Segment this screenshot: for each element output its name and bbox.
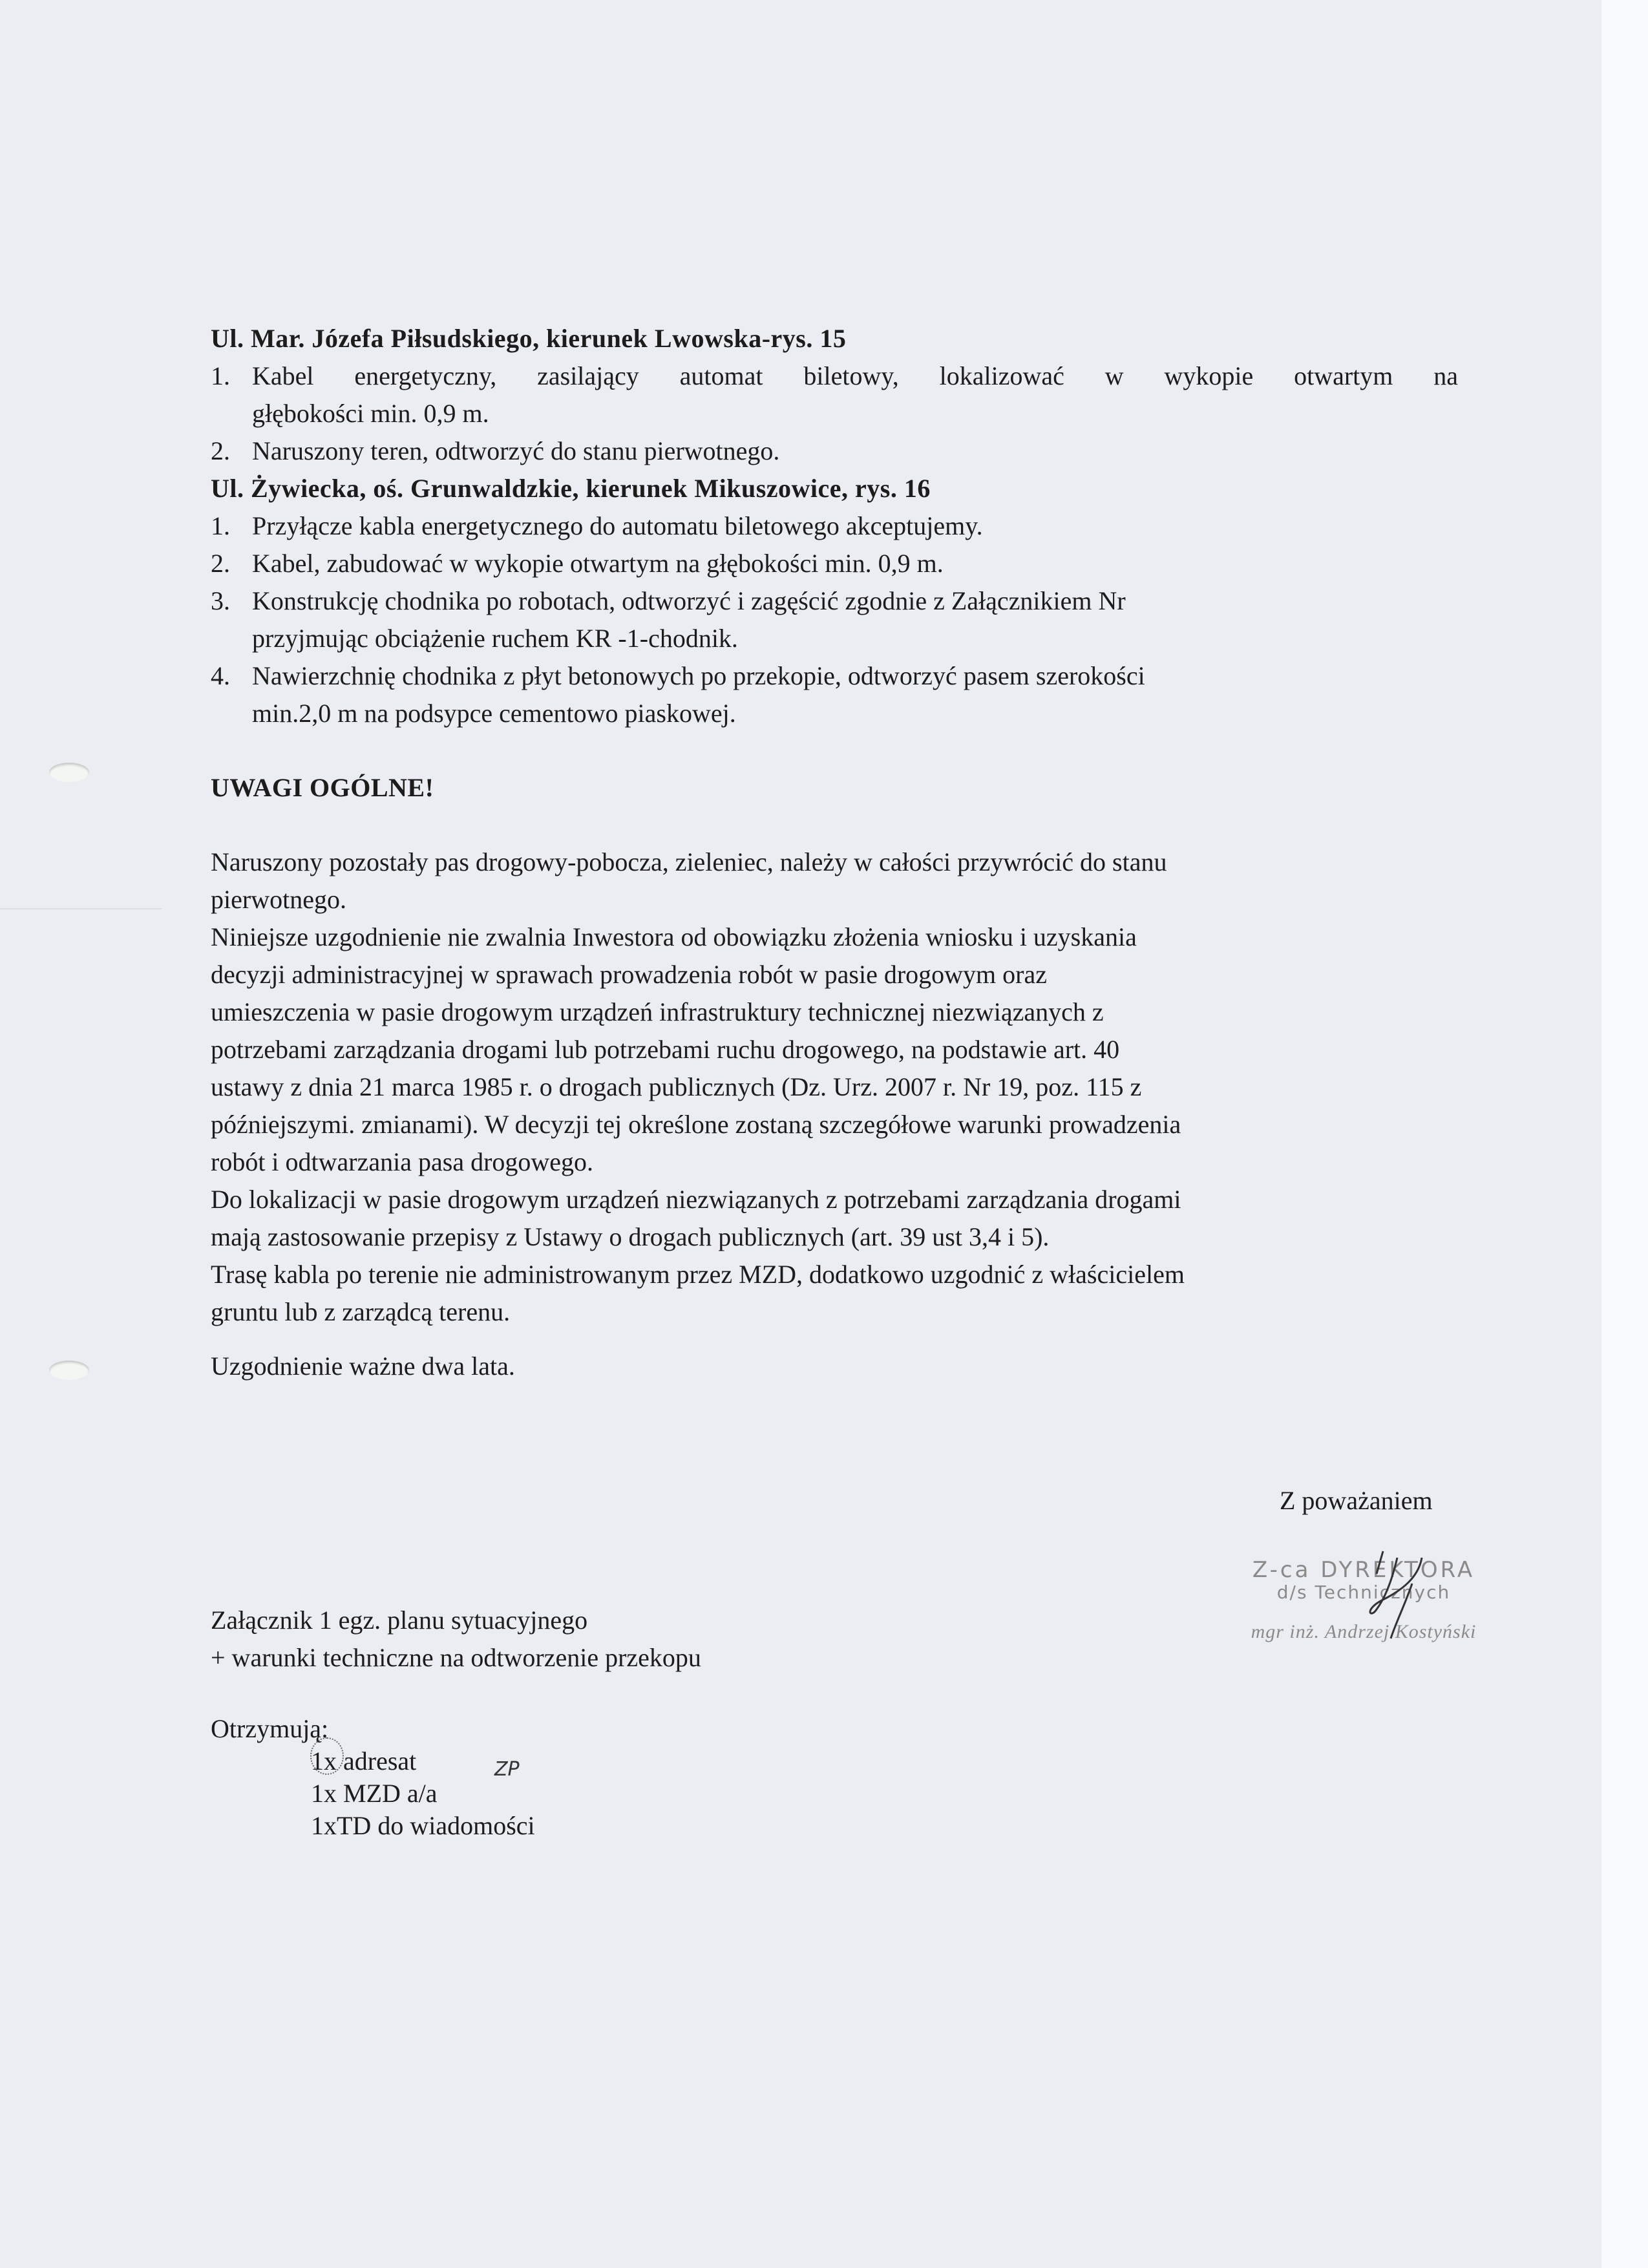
paragraph-line: Niniejsze uzgodnienie nie zwalnia Inwestora od obowiązku złożenia wniosku i uzyskania [211, 922, 1137, 951]
list-item: 2. Kabel, zabudować w wykopie otwartym na głębokości min. 0,9 m. [211, 549, 944, 578]
validity-text: Uzgodnienie ważne dwa lata. [211, 1351, 515, 1381]
paragraph-line: gruntu lub z zarządcą terenu. [211, 1297, 511, 1326]
recipients-label: Otrzymują: [211, 1714, 329, 1743]
paragraph-line: decyzji administracyjnej w sprawach prowadzenia robót w pasie drogowym oraz [211, 960, 1047, 989]
list-item: 1. Kabel energetyczny, zasilający automat biletowy, lokalizować w wykopie otwartym na [211, 361, 1458, 390]
paragraph-line: pierwotnego. [211, 885, 346, 914]
attachment-line: Załącznik 1 egz. planu sytuacyjnego [211, 1606, 588, 1635]
fold-line [0, 908, 162, 909]
section-heading: Ul. Żywiecka, oś. Grunwaldzkie, kierunek Mikuszowice, rys. 16 [211, 474, 931, 503]
general-remarks-heading: UWAGI OGÓLNE! [211, 773, 434, 802]
general-remarks [211, 843, 1458, 1331]
paragraph-line: Trasę kabla po terenie nie administrowanym przez MZD, dodatkowo uzgodnić z właścicielem [211, 1260, 1185, 1289]
stamp-subtitle: d/s Technicznych [1276, 1582, 1451, 1603]
punch-hole-top [49, 763, 89, 782]
recipient-item: 1x MZD a/a [311, 1779, 438, 1808]
handwritten-note: ZP [494, 1758, 520, 1781]
paragraph-line: ustawy z dnia 21 marca 1985 r. o drogach publicznych (Dz. Urz. 2007 r. Nr 19, poz. 115 z [211, 1072, 1142, 1101]
paragraph-line: mają zastosowanie przepisy z Ustawy o drogach publicznych (art. 39 ust 3,4 i 5). [211, 1222, 1050, 1251]
paragraph-line: umieszczenia w pasie drogowym urządzeń infrastruktury technicznej niezwiązanych z [211, 997, 1104, 1026]
stamp-title: Z-ca DYREKTORA [1252, 1557, 1475, 1583]
closing-regards: Z poważaniem [1280, 1486, 1433, 1515]
handwritten-signature-icon [1357, 1538, 1448, 1642]
general-remarks-heading-block [211, 769, 1458, 807]
recipient-item: 1xTD do wiadomości [311, 1811, 535, 1840]
list-item-continuation: przyjmując obciążenie ruchem KR -1-chodnik. [252, 624, 738, 653]
punch-hole-bottom [49, 1361, 89, 1380]
section-heading: Ul. Mar. Józefa Piłsudskiego, kierunek Lwowska-rys. 15 [211, 324, 847, 353]
list-item: 3. Konstrukcję chodnika po robotach, odtworzyć i zagęścić zgodnie z Załącznikiem Nr [211, 586, 1126, 615]
list-item: 1. Przyłącze kabla energetycznego do automatu biletowego akceptujemy. [211, 511, 983, 540]
paragraph-line: późniejszymi. zmianami). W decyzji tej określone zostaną szczegółowe warunki prowadzenia [211, 1110, 1181, 1139]
section-pilsudskiego [211, 320, 1458, 732]
list-item: 4. Nawierzchnię chodnika z płyt betonowych po przekopie, odtworzyć pasem szerokości [211, 661, 1145, 690]
stamp-name: mgr inż. Andrzej Kostyński [1251, 1621, 1477, 1642]
paragraph-line: Do lokalizacji w pasie drogowym urządzeń niezwiązanych z potrzebami zarządzania drogami [211, 1185, 1181, 1214]
paragraph-line: Naruszony pozostały pas drogowy-pobocza, zieleniec, należy w całości przywrócić do stanu [211, 847, 1167, 876]
list-item: 2. Naruszony teren, odtworzyć do stanu pierwotnego. [211, 436, 780, 465]
recipients [211, 1713, 535, 1842]
attachment-line: + warunki techniczne na odtworzenie przekopu [211, 1643, 701, 1672]
paragraph-line: robót i odtwarzania pasa drogowego. [211, 1147, 594, 1176]
scanner-background [1601, 0, 1648, 2268]
list-item-continuation: min.2,0 m na podsypce cementowo piaskowej. [252, 699, 736, 728]
attachments [211, 1602, 701, 1677]
list-item-continuation: głębokości min. 0,9 m. [252, 399, 489, 428]
validity-note [211, 1348, 1458, 1385]
paragraph-line: potrzebami zarządzania drogami lub potrzebami ruchu drogowego, na podstawie art. 40 [211, 1035, 1120, 1064]
handwritten-circle-icon [310, 1737, 344, 1775]
recipient-item: 1x adresat [311, 1746, 417, 1775]
